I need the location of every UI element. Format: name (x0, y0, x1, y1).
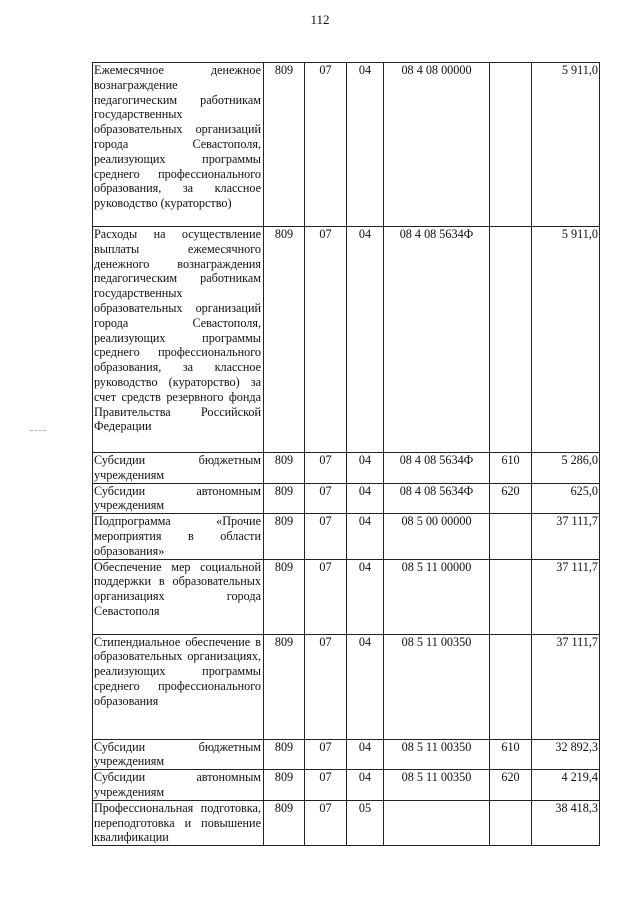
row-amount: 5 911,0 (532, 227, 600, 453)
row-ministry: 809 (264, 634, 305, 739)
row-target: 08 5 11 00350 (384, 739, 490, 770)
row-target: 08 4 08 5634Ф (384, 227, 490, 453)
row-name: Подпрограмма «Прочие мероприятия в области образования» (93, 514, 264, 559)
row-ministry: 809 (264, 514, 305, 559)
row-name: Профессиональная подготовка, переподготовка и повышение квалификации (93, 800, 264, 845)
row-subsection: 04 (347, 227, 384, 453)
row-target: 08 5 00 00000 (384, 514, 490, 559)
row-name: Обеспечение мер социальной поддержки в образовательных организациях города Севастополя (93, 559, 264, 634)
scan-edge-mark (30, 430, 46, 431)
row-section: 07 (305, 514, 347, 559)
row-subsection: 04 (347, 63, 384, 227)
row-amount: 5 286,0 (532, 453, 600, 484)
row-expense-type: 610 (490, 453, 532, 484)
table-row (93, 227, 600, 453)
row-name: Стипендиальное обеспечение в образовательных организациях, реализующих программы среднего профессионального образования (93, 634, 264, 739)
row-target (384, 800, 490, 845)
row-name: Ежемесячное денежное вознаграждение педагогическим работникам государственных образовательных организаций города Севастополя, реализующих программы среднего профессионального образования, за классное руководство (кураторство) (93, 63, 264, 227)
row-section: 07 (305, 634, 347, 739)
table-row (93, 770, 600, 801)
row-amount: 5 911,0 (532, 63, 600, 227)
row-ministry: 809 (264, 483, 305, 514)
row-subsection: 04 (347, 514, 384, 559)
row-target: 08 4 08 5634Ф (384, 453, 490, 484)
row-ministry: 809 (264, 227, 305, 453)
row-expense-type: 610 (490, 739, 532, 770)
row-ministry: 809 (264, 63, 305, 227)
row-expense-type (490, 800, 532, 845)
row-section: 07 (305, 800, 347, 845)
row-expense-type (490, 514, 532, 559)
row-subsection: 04 (347, 770, 384, 801)
row-ministry: 809 (264, 770, 305, 801)
row-expense-type (490, 559, 532, 634)
row-amount: 37 111,7 (532, 514, 600, 559)
row-target: 08 5 11 00350 (384, 770, 490, 801)
row-amount: 625,0 (532, 483, 600, 514)
row-subsection: 04 (347, 634, 384, 739)
row-section: 07 (305, 453, 347, 484)
table-row (93, 634, 600, 739)
row-name: Субсидии бюджетным учреждениям (93, 739, 264, 770)
row-section: 07 (305, 770, 347, 801)
row-ministry: 809 (264, 453, 305, 484)
row-section: 07 (305, 227, 347, 453)
table-row (93, 800, 600, 845)
row-section: 07 (305, 63, 347, 227)
row-section: 07 (305, 559, 347, 634)
row-name: Субсидии бюджетным учреждениям (93, 453, 264, 484)
row-subsection: 05 (347, 800, 384, 845)
row-ministry: 809 (264, 800, 305, 845)
row-expense-type (490, 63, 532, 227)
table-row (93, 453, 600, 484)
row-amount: 32 892,3 (532, 739, 600, 770)
row-amount: 37 111,7 (532, 634, 600, 739)
row-expense-type (490, 227, 532, 453)
row-subsection: 04 (347, 453, 384, 484)
row-target: 08 5 11 00350 (384, 634, 490, 739)
table-row (93, 63, 600, 227)
row-expense-type: 620 (490, 483, 532, 514)
row-amount: 38 418,3 (532, 800, 600, 845)
row-subsection: 04 (347, 559, 384, 634)
row-target: 08 4 08 5634Ф (384, 483, 490, 514)
row-section: 07 (305, 483, 347, 514)
row-target: 08 5 11 00000 (384, 559, 490, 634)
budget-table (92, 62, 600, 846)
row-amount: 37 111,7 (532, 559, 600, 634)
row-subsection: 04 (347, 739, 384, 770)
row-expense-type: 620 (490, 770, 532, 801)
row-name: Расходы на осуществление выплаты ежемесячного денежного вознаграждения педагогическим работникам государственных образовательных организаций города Севастополя, реализующих программы среднего профессионального образования, за классное руководство (кураторство) за счет средств резервного фонда Правительства Российской Федерации (93, 227, 264, 453)
row-amount: 4 219,4 (532, 770, 600, 801)
row-ministry: 809 (264, 739, 305, 770)
table-row (93, 483, 600, 514)
table-row (93, 739, 600, 770)
row-subsection: 04 (347, 483, 384, 514)
table-row (93, 514, 600, 559)
row-section: 07 (305, 739, 347, 770)
row-name: Субсидии автономным учреждениям (93, 770, 264, 801)
row-ministry: 809 (264, 559, 305, 634)
row-target: 08 4 08 00000 (384, 63, 490, 227)
row-expense-type (490, 634, 532, 739)
row-name: Субсидии автономным учреждениям (93, 483, 264, 514)
page-number: 112 (310, 12, 330, 27)
table-row (93, 559, 600, 634)
